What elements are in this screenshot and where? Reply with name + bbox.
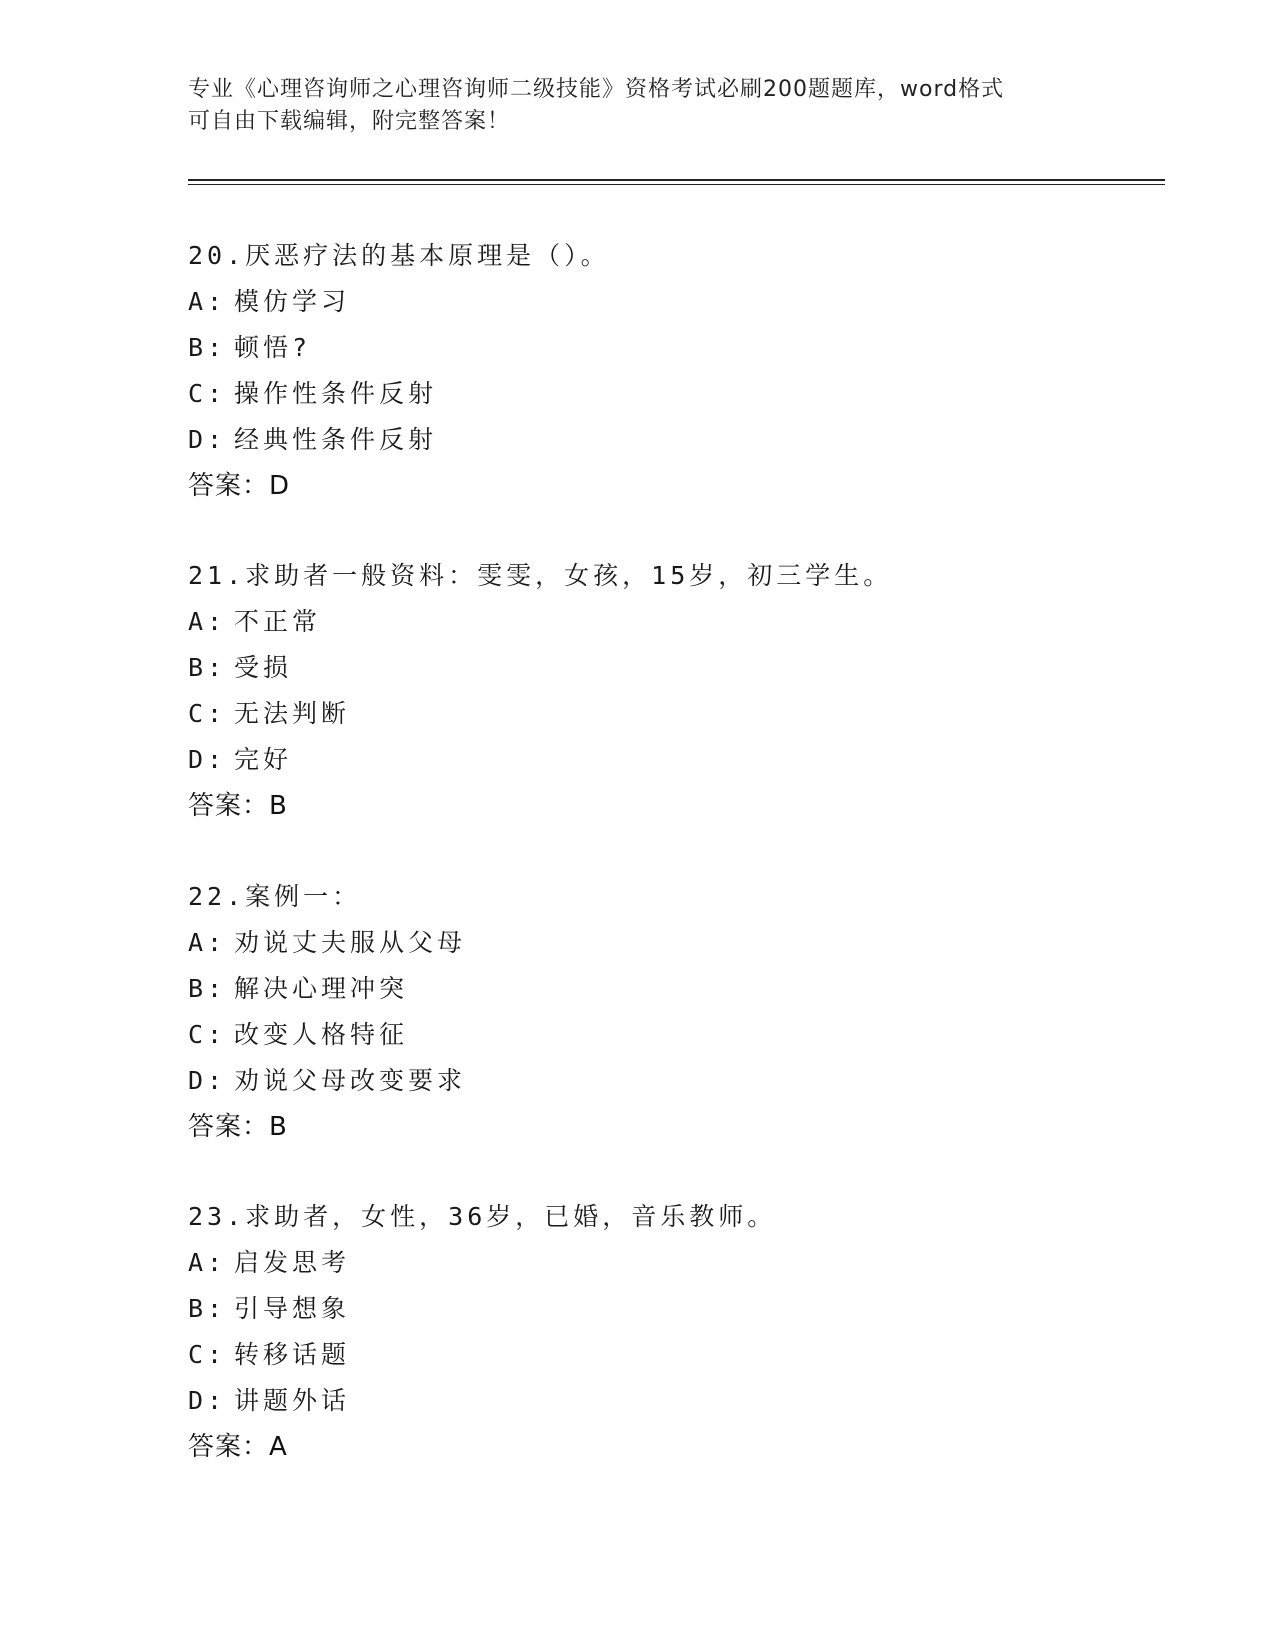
option-a	[188, 920, 1138, 966]
option-b	[188, 645, 1138, 691]
option-letter: A:	[188, 1248, 227, 1277]
option-b	[188, 966, 1138, 1012]
question-20	[188, 233, 1138, 509]
option-text: 经典性条件反射	[234, 425, 438, 454]
option-letter: D:	[188, 745, 227, 774]
option-b	[188, 325, 1138, 371]
option-text: 改变人格特征	[234, 1020, 409, 1049]
option-text: 无法判断	[234, 699, 351, 728]
option-a	[188, 279, 1138, 325]
question-stem: 21.求助者一般资料：雯雯，女孩，15岁，初三学生。	[188, 561, 893, 590]
option-letter: C:	[188, 699, 227, 728]
option-c	[188, 691, 1138, 737]
option-d	[188, 1058, 1138, 1104]
option-text: 完好	[234, 745, 293, 774]
option-letter: C:	[188, 1020, 227, 1049]
question-stem: 22.案例一：	[188, 882, 362, 911]
option-text: 受损	[234, 653, 293, 682]
option-letter: A:	[188, 607, 227, 636]
option-text: 引导想象	[234, 1294, 351, 1323]
option-b	[188, 1286, 1138, 1332]
option-text: 模仿学习	[234, 287, 351, 316]
option-text: 不正常	[234, 607, 322, 636]
option-text: 操作性条件反射	[234, 379, 438, 408]
header-divider-thick	[188, 179, 1165, 181]
option-text: 讲题外话	[234, 1386, 351, 1415]
option-letter: B:	[188, 1294, 227, 1323]
option-text: 劝说丈夫服从父母	[234, 928, 467, 957]
question-stem: 20.厌恶疗法的基本原理是（）。	[188, 241, 610, 270]
option-letter: B:	[188, 333, 227, 362]
header-line-2: 可自由下载编辑，附完整答案！	[188, 109, 511, 134]
option-d	[188, 737, 1138, 783]
option-letter: D:	[188, 425, 227, 454]
header-line-1: 专业《心理咨询师之心理咨询师二级技能》资格考试必刷200题题库，word格式	[188, 77, 1005, 102]
option-letter: B:	[188, 653, 227, 682]
answer-line: 答案：A	[188, 1432, 288, 1462]
option-letter: C:	[188, 1340, 227, 1369]
option-c	[188, 371, 1138, 417]
option-letter: C:	[188, 379, 227, 408]
option-letter: D:	[188, 1386, 227, 1415]
header-divider-thin	[188, 184, 1165, 185]
option-text: 转移话题	[234, 1340, 351, 1369]
question-21	[188, 553, 1138, 829]
option-c	[188, 1332, 1138, 1378]
answer-line: 答案：B	[188, 1112, 288, 1142]
option-letter: D:	[188, 1066, 227, 1095]
option-letter: B:	[188, 974, 227, 1003]
option-c	[188, 1012, 1138, 1058]
option-text: 解决心理冲突	[234, 974, 409, 1003]
option-letter: A:	[188, 928, 227, 957]
answer-line: 答案：B	[188, 791, 288, 821]
document-header	[188, 74, 1088, 138]
question-stem: 23.求助者，女性，36岁，已婚，音乐教师。	[188, 1202, 777, 1231]
option-a	[188, 599, 1138, 645]
answer-line: 答案：D	[188, 471, 291, 501]
option-text: 顿悟?	[234, 333, 312, 362]
question-23	[188, 1194, 1138, 1470]
option-text: 启发思考	[234, 1248, 351, 1277]
question-22	[188, 874, 1138, 1150]
option-d	[188, 1378, 1138, 1424]
option-a	[188, 1240, 1138, 1286]
option-text: 劝说父母改变要求	[234, 1066, 467, 1095]
option-d	[188, 417, 1138, 463]
option-letter: A:	[188, 287, 227, 316]
